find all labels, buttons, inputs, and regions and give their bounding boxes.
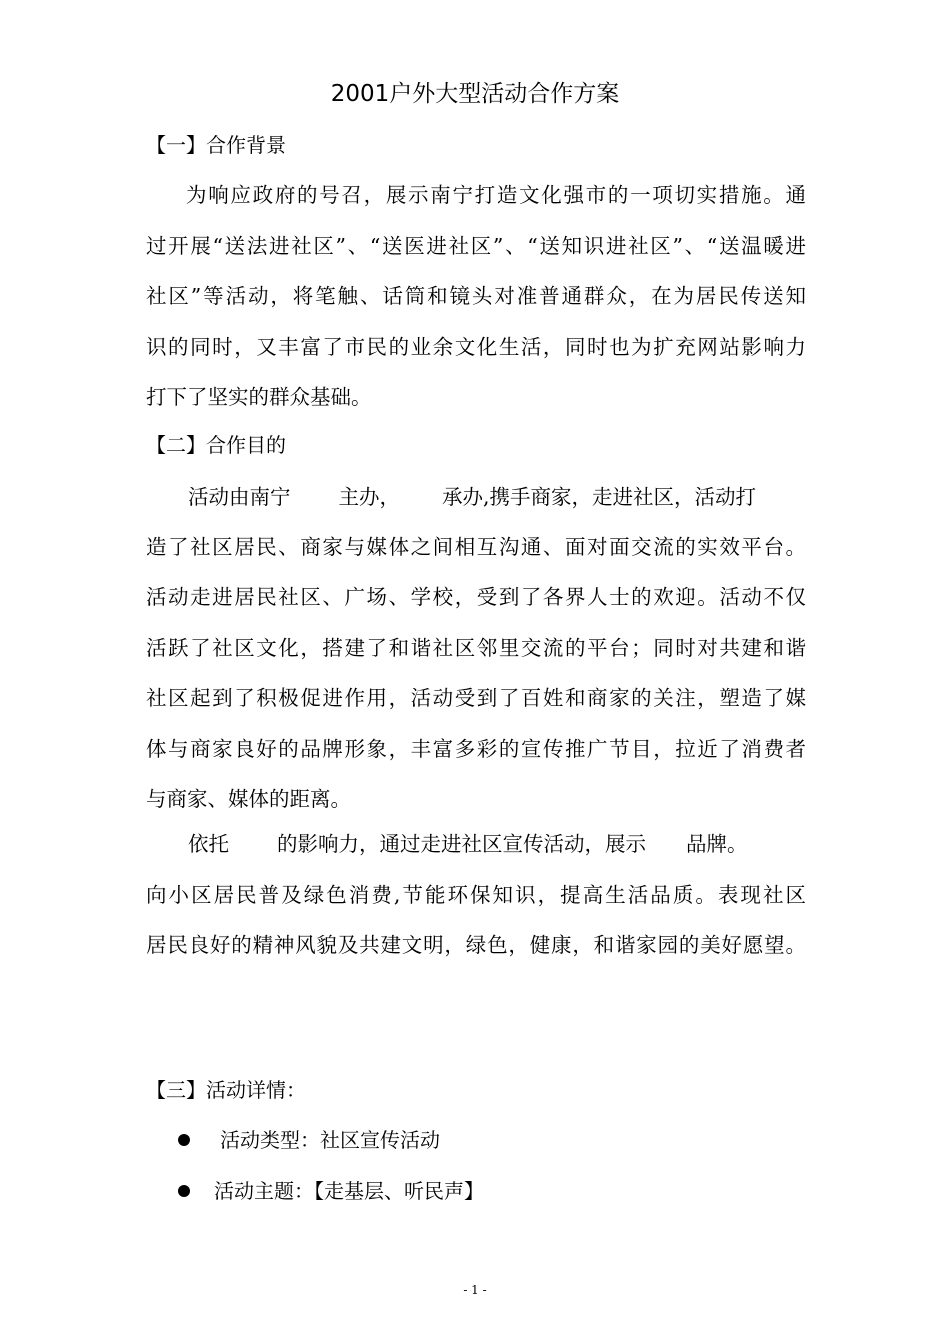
paragraph-line: 活动走进居民社区、广场、学校，受到了各界人士的欢迎。活动不仅 [146, 585, 806, 609]
text-fragment: 承办,携手商家，走进社区，活动打 [442, 485, 757, 509]
paragraph-line: 向小区居民普及绿色消费,节能环保知识，提高生活品质。表现社区 [146, 883, 806, 907]
paragraph-line: 居民良好的精神风貌及共建文明，绿色，健康，和谐家园的美好愿望。 [146, 933, 806, 957]
list-item [178, 1125, 440, 1155]
paragraph-line: 体与商家良好的品牌形象，丰富多彩的宣传推广节目，拉近了消费者 [146, 737, 806, 761]
text-fragment: 的影响力，通过走进社区宣传活动，展示 [277, 832, 646, 856]
paragraph-line [146, 829, 848, 859]
page-number: - 1 - [463, 1283, 487, 1297]
paragraph-line: 社区起到了积极促进作用，活动受到了百姓和商家的关注，塑造了媒 [146, 686, 806, 710]
list-item-text: 活动主题：【走基层、听民声】 [214, 1179, 484, 1203]
paragraph-line: 识的同时，又丰富了市民的业余文化生活，同时也为扩充网站影响力 [146, 335, 806, 359]
paragraph-line: 活跃了社区文化，搭建了和谐社区邻里交流的平台；同时对共建和谐 [146, 636, 806, 660]
text-fragment: 品牌。 [686, 832, 748, 856]
section-heading-background: 【一】合作背景 [146, 133, 286, 157]
list-item-text: 活动类型：社区宣传活动 [220, 1128, 440, 1152]
paragraph-line: 打下了坚实的群众基础。 [146, 385, 372, 409]
section-heading-purpose: 【二】合作目的 [146, 433, 286, 457]
bullet-icon [178, 1185, 190, 1197]
section-heading-details: 【三】活动详情： [146, 1078, 306, 1102]
paragraph-line [146, 482, 848, 512]
list-item [178, 1176, 484, 1206]
paragraph-line: 造了社区居民、商家与媒体之间相互沟通、面对面交流的实效平台。 [146, 535, 806, 559]
paragraph-line: 过开展“送法进社区”、“送医进社区”、“送知识进社区”、“送温暖进 [146, 234, 806, 258]
text-fragment: 依托 [188, 832, 229, 856]
paragraph-line: 与商家、媒体的距离。 [146, 787, 351, 811]
paragraph-line: 为响应政府的号召，展示南宁打造文化强市的一项切实措施。通 [186, 183, 806, 207]
bullet-icon [178, 1134, 190, 1146]
text-fragment: 活动由南宁 [188, 485, 291, 509]
paragraph-line: 社区”等活动，将笔触、话筒和镜头对准普通群众，在为居民传送知 [146, 284, 806, 308]
text-fragment: 主办， [338, 485, 400, 509]
document-title: 2001户外大型活动合作方案 [330, 81, 620, 107]
